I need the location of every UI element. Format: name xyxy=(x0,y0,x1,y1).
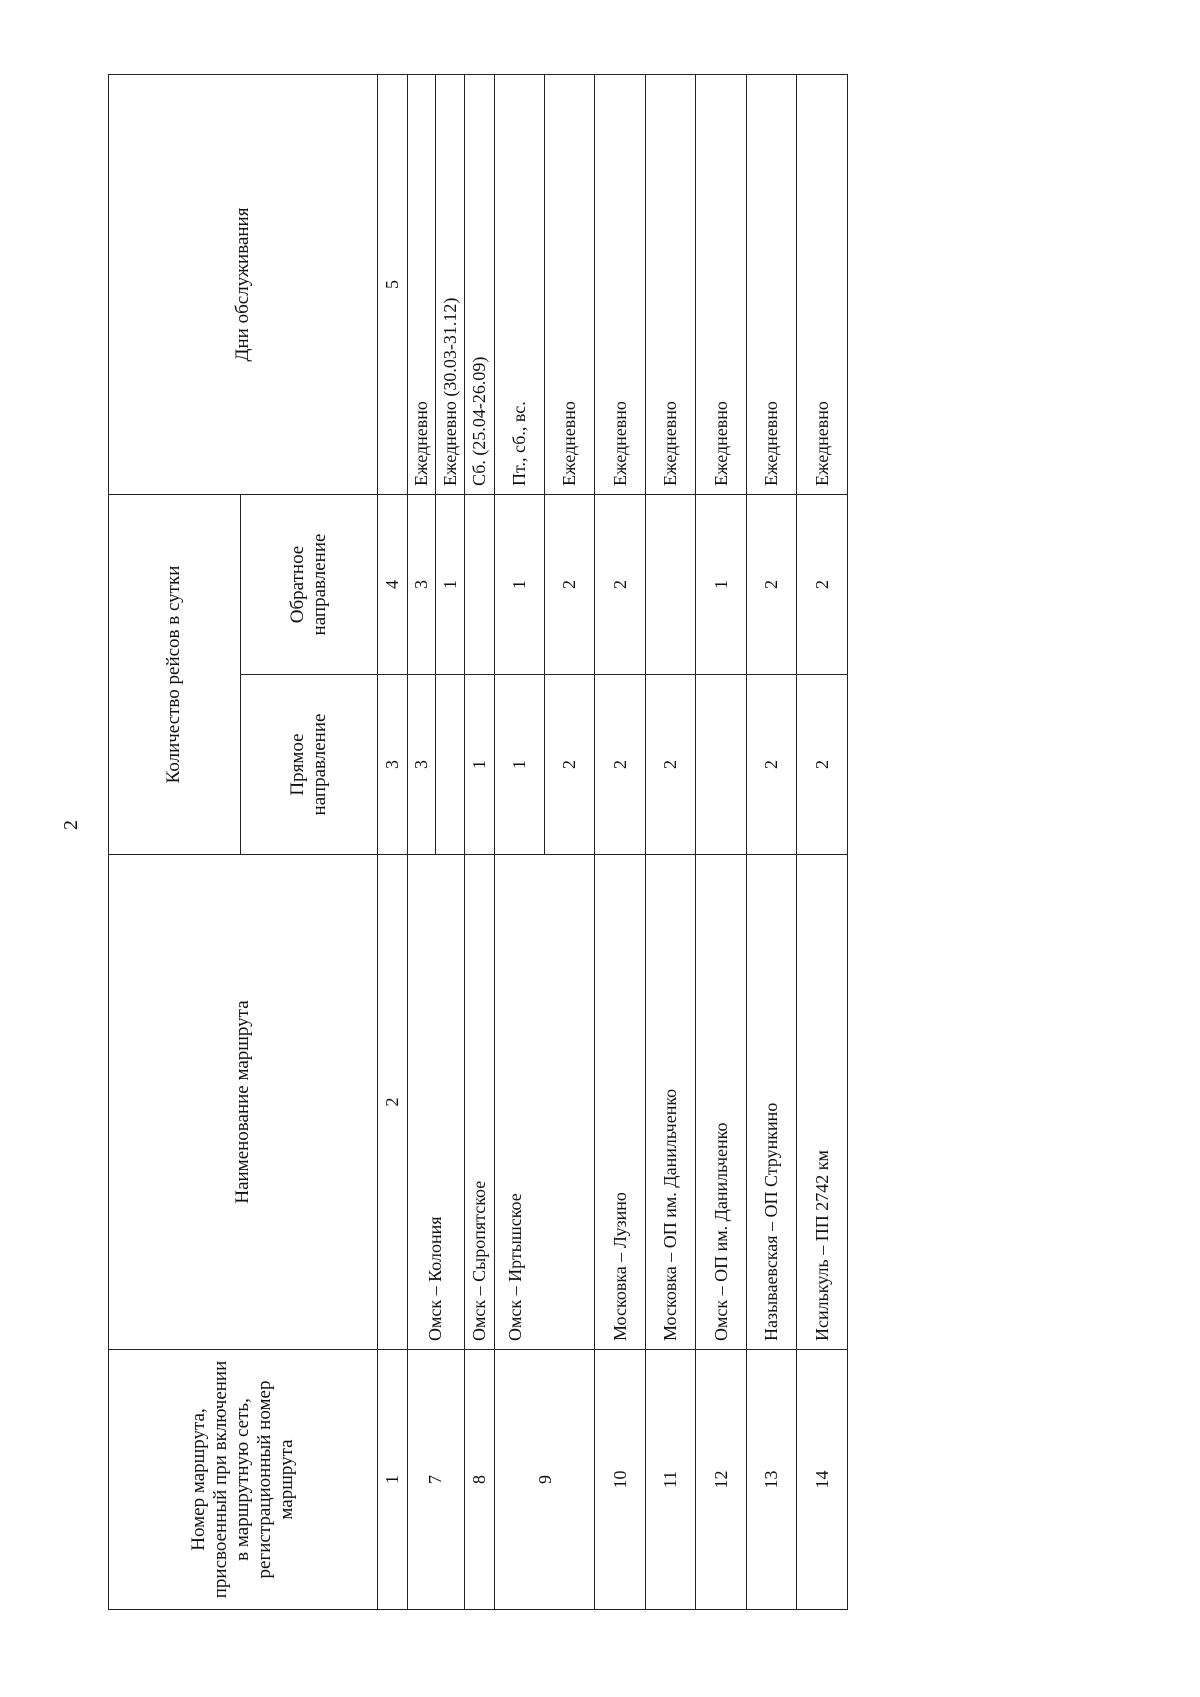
service-days: Ежедневно xyxy=(746,75,797,495)
column-number: 5 xyxy=(378,75,408,495)
forward-trips: 1 xyxy=(464,675,495,855)
service-days: Ежедневно xyxy=(696,75,747,495)
back-trips xyxy=(464,495,495,675)
forward-trips: 1 xyxy=(495,675,544,855)
route-name: Исилькуль – ПП 2742 км xyxy=(797,855,848,1350)
table-row xyxy=(696,75,747,1610)
back-trips: 2 xyxy=(746,495,797,675)
forward-trips: 3 xyxy=(407,675,436,855)
route-name: Омск – Колония xyxy=(407,855,464,1350)
table-row xyxy=(595,75,646,1610)
routes-table xyxy=(108,74,848,1610)
route-number: 7 xyxy=(407,1350,464,1610)
route-number: 10 xyxy=(595,1350,646,1610)
table-row xyxy=(407,75,436,1610)
rotated-table-container xyxy=(108,75,848,1610)
route-name: Московка – ОП им. Данильченко xyxy=(645,855,696,1350)
back-trips: 3 xyxy=(407,495,436,675)
table-row xyxy=(464,75,495,1610)
route-number: 12 xyxy=(696,1350,747,1610)
page-number: 2 xyxy=(60,820,82,830)
column-number: 4 xyxy=(378,495,408,675)
route-number: 14 xyxy=(797,1350,848,1610)
table-row xyxy=(645,75,696,1610)
header-service-days: Дни обслуживания xyxy=(109,75,378,495)
route-number: 8 xyxy=(464,1350,495,1610)
service-days: Ежедневно xyxy=(797,75,848,495)
table-row xyxy=(797,75,848,1610)
back-trips: 2 xyxy=(544,495,595,675)
forward-trips: 2 xyxy=(645,675,696,855)
route-name: Называевская – ОП Стрункино xyxy=(746,855,797,1350)
forward-trips: 2 xyxy=(797,675,848,855)
route-number: 9 xyxy=(495,1350,595,1610)
back-trips: 1 xyxy=(696,495,747,675)
route-number: 11 xyxy=(645,1350,696,1610)
service-days: Сб. (25.04-26.09) xyxy=(464,75,495,495)
route-name: Омск – Сыропятское xyxy=(464,855,495,1350)
service-days: Ежедневно (30.03-31.12) xyxy=(436,75,465,495)
back-trips: 2 xyxy=(595,495,646,675)
header-trips-per-day: Количество рейсов в сутки xyxy=(109,495,241,855)
table-row xyxy=(746,75,797,1610)
header-route-name: Наименование маршрута xyxy=(109,855,378,1350)
service-days: Ежедневно xyxy=(407,75,436,495)
column-number: 1 xyxy=(378,1350,408,1610)
forward-trips xyxy=(696,675,747,855)
forward-trips: 2 xyxy=(544,675,595,855)
column-number: 3 xyxy=(378,675,408,855)
header-back-direction: Обратное направление xyxy=(240,495,377,675)
back-trips: 2 xyxy=(797,495,848,675)
column-number: 2 xyxy=(378,855,408,1350)
back-trips: 1 xyxy=(495,495,544,675)
service-days: Пт., сб., вс. xyxy=(495,75,544,495)
service-days: Ежедневно xyxy=(544,75,595,495)
route-number: 13 xyxy=(746,1350,797,1610)
back-trips xyxy=(645,495,696,675)
route-name: Омск – ОП им. Данильченко xyxy=(696,855,747,1350)
table-row xyxy=(495,75,544,1610)
service-days: Ежедневно xyxy=(645,75,696,495)
forward-trips xyxy=(436,675,465,855)
route-name: Московка – Лузино xyxy=(595,855,646,1350)
back-trips: 1 xyxy=(436,495,465,675)
header-route-number: Номер маршрута, присвоенный при включении в маршрутную сеть, регистрационный номер маршрута xyxy=(109,1350,378,1610)
forward-trips: 2 xyxy=(746,675,797,855)
route-name: Омск – Иртышское xyxy=(495,855,595,1350)
header-forward-direction: Прямое направление xyxy=(240,675,377,855)
service-days: Ежедневно xyxy=(595,75,646,495)
forward-trips: 2 xyxy=(595,675,646,855)
